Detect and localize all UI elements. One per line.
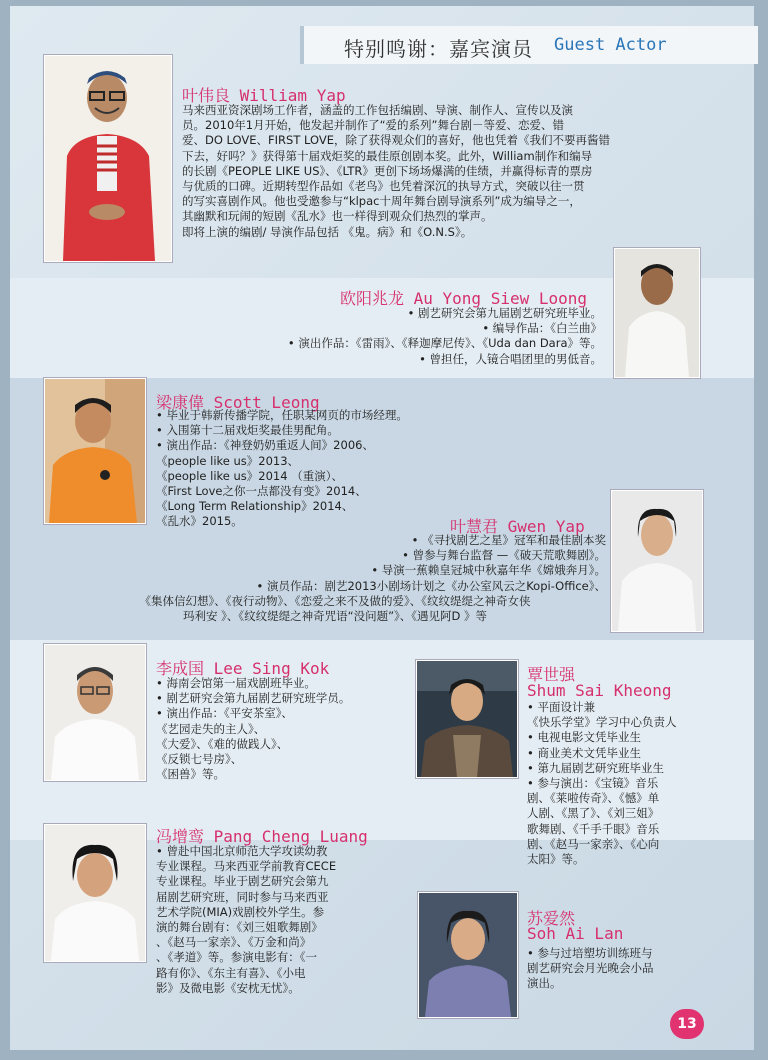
bio-line: • 曾赴中国北京师范大学攻读幼教 — [156, 844, 328, 858]
bio-line: 剧、《赵马一家亲》、《心向 — [527, 836, 660, 851]
bio-line: 、《孝道》等。参演电影有：《一 — [156, 950, 317, 965]
bio-line: 歌舞剧、《千手千眼》音乐 — [527, 821, 660, 836]
bio-line: 《First Love之你一点都没有变》2014、 — [156, 484, 367, 499]
bio-line: • 剧艺研究会第九届剧艺研究班学员。 — [156, 691, 351, 706]
actor-name: 覃世强 — [527, 665, 576, 684]
bio-line: 的写实喜剧作风。他也受邀参与“klpac十周年舞台剧导演系列”成为编导之一， — [182, 194, 581, 209]
bio-line: 《集体信幻想》、《夜行动物》、《恋爱之来不及做的爱》、《纹纹缇缇之神奇女侠 — [139, 593, 531, 608]
actor-name: 苏爱然 — [527, 909, 576, 928]
bio-line: 演出。 — [527, 976, 562, 991]
actor-name: 冯增鸾 Pang Cheng Luang — [156, 827, 368, 846]
bio-line: • 演出作品：《神登奶奶重返人间》2006、 — [156, 438, 374, 453]
bio-line: 《乱水》2015。 — [156, 514, 243, 529]
bio-line: 影》及微电影《安枕无忧》。 — [156, 980, 300, 995]
bio-line: 下去，好吗？》获得第十届戏炬奖的最佳原创剧本奖。此外，William制作和编导 — [182, 148, 593, 163]
bio-line: 与优质的口碑。近期转型作品如《老鸟》也凭着深沉的执导方式，突破以往一贯 — [182, 179, 585, 194]
bio-line: 其幽默和玩闹的短剧《乱水》也一样得到观众们热烈的掌声。 — [182, 209, 493, 224]
bio-line: 《people like us》2013、 — [156, 453, 300, 468]
portrait-soh-ai-lan — [418, 892, 518, 1018]
bio-line: • 导演一蕉赖皇冠城中秋嘉年华《嫦娥奔月》。 — [371, 563, 606, 578]
bio-line: 、《赵马一家亲》、《万金和尚》 — [156, 935, 312, 950]
bio-line: • 海南会馆第一届戏剧班毕业。 — [156, 676, 316, 690]
bio-line: • 《寻找剧艺之星》冠军和最佳剧本奖 — [411, 533, 606, 547]
bio-line: • 演出作品：《平安茶室》、 — [156, 706, 293, 721]
portrait-gwen-yap — [611, 490, 703, 632]
bio-line: 《快乐学堂》学习中心负责人 — [527, 715, 677, 730]
portrait-scott-leong — [44, 378, 146, 524]
bio-line: • 参与过培塑坊训练班与 — [527, 946, 653, 960]
portrait-lee-sing-kok — [44, 644, 146, 781]
bio-line: 《people like us》2014 （重演）、 — [156, 468, 343, 483]
actor-name-en: Shum Sai Kheong — [527, 681, 672, 700]
bio-line: 剧艺研究会月光晚会小品 — [527, 961, 654, 976]
actor-bio — [182, 103, 610, 240]
bio-line: 《艺园走失的主人》、 — [156, 721, 266, 736]
bio-line: • 曾担任，人镜合唱团里的男低音。 — [419, 351, 602, 366]
actor-name: 梁康偉 Scott Leong — [156, 393, 320, 412]
portrait-pang-cheng-luang — [44, 824, 146, 962]
bio-line: 《Long Term Relationship》2014、 — [156, 499, 354, 514]
actor-bio — [50, 533, 620, 624]
bio-line: 演的舞台剧有：《刘三姐歌舞剧》 — [156, 920, 323, 935]
bio-line: 专业课程。马来西亚学前教育CECE — [156, 859, 337, 874]
bio-line: 剧、《莱啦传奇》、《憾》单 — [527, 791, 660, 806]
actor-name: 叶伟良 William Yap — [182, 86, 346, 105]
actor-bio — [150, 306, 602, 367]
header-title-en: Guest Actor — [554, 35, 667, 55]
page-header — [300, 26, 758, 64]
bio-line: • 剧艺研究会第九届剧艺研究班毕业。 — [407, 306, 602, 320]
bio-line: 艺术学院(MIA)戏剧校外学生。参 — [156, 904, 325, 919]
bio-line: • 编导作品：《白兰曲》 — [482, 321, 602, 336]
bio-line: 届剧艺研究班，同时参与马来西亚 — [156, 889, 329, 904]
actor-bio — [156, 844, 336, 996]
bio-line: 《大爱》、《难的做践人》、 — [156, 736, 289, 751]
bio-line: • 平面设计兼 — [527, 700, 595, 714]
bio-line: • 入围第十二届戏炬奖最佳男配角。 — [156, 423, 339, 438]
bio-line: 人剧、《黑了》、《刘三姐》 — [527, 806, 660, 821]
bio-line: 路有你》、《东主有喜》、《小电 — [156, 965, 306, 980]
bio-line: • 商业美术文凭毕业生 — [527, 745, 641, 760]
bio-line: • 毕业于韩新传播学院，任职某网页的市场经理。 — [156, 408, 408, 422]
bio-line: 爱、DO LOVE、FIRST LOVE，除了获得观众们的喜好，他也凭着《我们不要再酱错 — [182, 133, 610, 148]
bio-line: 马来西亚资深剧场工作者，涵盖的工作包括编剧、导演、制作人、宣传以及演 — [182, 103, 573, 117]
portrait-william-yap — [44, 55, 172, 262]
bio-line: • 曾参与舞台监督 —《破天荒歌舞剧》。 — [402, 548, 606, 563]
actor-name: 叶慧君 Gwen Yap — [450, 517, 585, 536]
page-number: 13 — [670, 1009, 704, 1039]
bio-line: • 第九届剧艺研究班毕业生 — [527, 760, 664, 775]
bio-line: 《困兽》等。 — [156, 767, 225, 782]
actor-name: 欧阳兆龙 Au Yong Siew Loong — [340, 289, 588, 308]
actor-name-en: Soh Ai Lan — [527, 924, 624, 943]
portrait-au-yong-siew-loong — [614, 248, 700, 378]
actor-bio — [527, 700, 677, 867]
brochure-page — [10, 6, 754, 1050]
bio-line: 即将上演的编剧/ 导演作品包括 《鬼。病》和《O.N.S》。 — [182, 224, 473, 239]
header-title-zh: 特别鸣谢：嘉宾演员 — [344, 37, 533, 61]
bio-line: • 电视电影文凭毕业生 — [527, 730, 641, 745]
bio-line: 员。2010年1月开始，他发起并制作了“爱的系列”舞台剧－等爱、恋爱、错 — [182, 118, 564, 133]
bio-line: 太阳》等。 — [527, 852, 585, 867]
bio-line: • 参与演出：《宝镜》音乐 — [527, 776, 659, 791]
bio-line: 玛利安 》、《纹纹缇缇之神奇咒语“没问题”》、《遇见阿D 》等 — [182, 609, 488, 624]
actor-bio — [156, 676, 350, 782]
actor-bio — [527, 946, 654, 992]
bio-line: • 演出作品：《雷雨》、《释迦摩尼传》、《Uda dan Dara》等。 — [287, 336, 602, 351]
portrait-shum-sai-kheong — [416, 660, 518, 778]
actor-name: 李成国 Lee Sing Kok — [156, 659, 330, 678]
bio-line: 《反锁七号房》、 — [156, 752, 243, 767]
actor-bio — [156, 408, 408, 530]
bio-line: 的长剧《PEOPLE LIKE US》、《LTR》更创下场场爆满的佳绩，并赢得标青的票房 — [182, 163, 593, 178]
bio-line: • 演员作品：剧艺2013小剧场计划之《办公室风云之Kopi-Office》、 — [256, 578, 606, 593]
bio-line: 专业课程。毕业于剧艺研究会第九 — [156, 874, 329, 889]
